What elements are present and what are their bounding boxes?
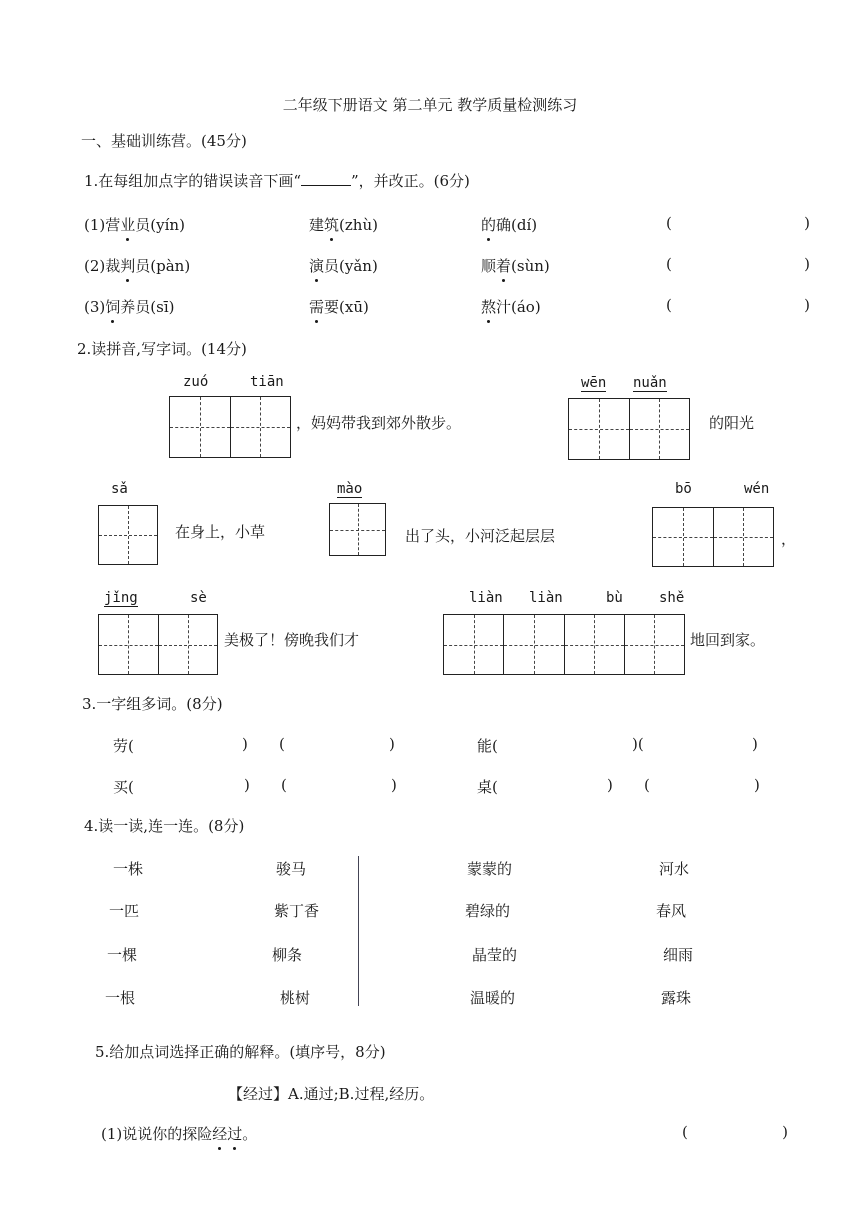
sentence-text: ， [781,530,797,548]
match-item[interactable]: 露珠 [661,989,692,1007]
underline-sample [301,171,351,186]
pinyin: wēn [581,375,607,391]
pinyin: bō [675,481,692,497]
q3-prompt: 3.一字组多词。(8分) [82,695,223,713]
pinyin: liàn [469,590,503,606]
answer-paren[interactable]: ( ) [666,255,810,273]
match-item[interactable]: 河水 [659,860,690,878]
match-item[interactable]: 一根 [105,989,136,1007]
writing-grid[interactable] [568,398,690,460]
answer-paren[interactable]: ( ) [666,296,810,314]
answer-paren[interactable]: ( ) [666,214,810,232]
pinyin: sè [190,590,207,606]
q3-answer[interactable]: 桌( [477,778,498,796]
pinyin: wén [744,481,770,497]
pinyin: liàn [529,590,563,606]
match-item[interactable]: 一棵 [107,946,138,964]
divider [358,856,359,1006]
sentence-text: 在身上，小草 [175,523,266,541]
match-item[interactable]: 紫丁香 [274,902,320,920]
pinyin: nuǎn [633,375,667,391]
pinyin: jǐng [104,590,138,606]
match-item[interactable]: 蒙蒙的 [467,860,513,878]
section-heading: 一、基础训练营。(45分) [81,132,247,150]
match-item[interactable]: 桃树 [280,989,311,1007]
match-item[interactable]: 柳条 [272,946,303,964]
q2-prompt: 2.读拼音,写字词。(14分) [77,340,247,358]
match-item[interactable]: 骏马 [276,860,307,878]
q3-answer[interactable]: 能( [477,737,498,755]
writing-grid[interactable] [169,396,291,458]
match-item[interactable]: 碧绿的 [465,902,511,920]
pinyin: sǎ [111,481,128,497]
sentence-text: 美极了！傍晚我们才 [224,631,360,649]
q5-prompt: 5.给加点词选择正确的解释。(填序号，8分) [95,1043,386,1061]
writing-grid[interactable] [98,614,218,675]
pinyin: bù [606,590,623,606]
page-title: 二年级下册语文 第二单元 教学质量检测练习 [282,96,578,114]
writing-grid[interactable] [98,505,158,565]
writing-grid[interactable] [652,507,774,567]
sentence-text: 地回到家。 [690,631,766,649]
sentence-text: ，妈妈带我到郊外散步。 [296,414,462,432]
answer-paren[interactable]: ( ) [682,1123,788,1141]
sentence-text: 出了头，小河泛起层层 [405,527,556,545]
match-item[interactable]: 细雨 [663,946,694,964]
q3-answer[interactable]: 买( [113,778,134,796]
pinyin: mào [337,481,363,497]
match-item[interactable]: 温暖的 [470,989,516,1007]
match-item[interactable]: 晶莹的 [472,946,518,964]
writing-grid[interactable] [329,503,386,556]
writing-grid[interactable] [443,614,685,675]
match-item[interactable]: 一株 [113,860,144,878]
q4-prompt: 4.读一读,连一连。(8分) [84,817,245,835]
q5-definition: 【经过】A.通过;B.过程,经历。 [228,1085,435,1103]
match-item[interactable]: 一匹 [109,902,140,920]
q3-answer[interactable]: 劳( [113,737,134,755]
q1-prompt: 1.在每组加点字的错误读音下画“ ”，并改正。(6分) [84,172,470,190]
sentence-text: 的阳光 [709,414,755,432]
q5-item: (1)说说你的探险经过。 [101,1125,258,1143]
pinyin: shě [659,590,685,606]
match-item[interactable]: 春风 [656,902,687,920]
pinyin: tiān [250,374,284,390]
pinyin: zuó [183,374,209,390]
